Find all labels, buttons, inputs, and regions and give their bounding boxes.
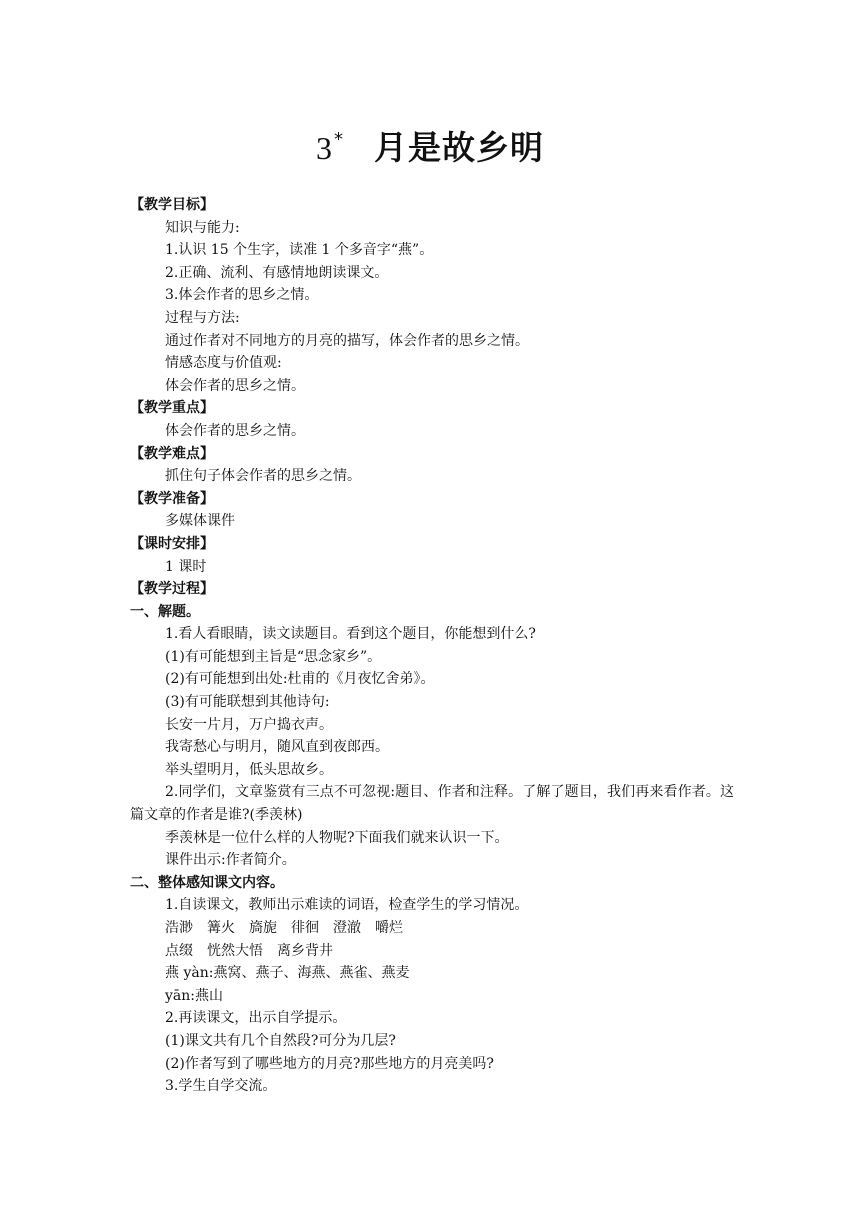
lesson-title: 月是故乡明 [374, 128, 544, 167]
paragraph: 2.同学们，文章鉴赏有三点不可忽视:题目、作者和注释。了解了题目，我们再来看作者。这篇文章的作者是谁?(季羡林) [130, 784, 734, 824]
lesson-number: 3 [316, 130, 333, 166]
goal-item: 2.正确、流利、有感情地朗读课文。 [165, 264, 389, 281]
subheading-attitude: 情感态度与价值观: [165, 355, 282, 372]
goal-item: 通过作者对不同地方的月亮的描写，体会作者的思乡之情。 [165, 332, 529, 349]
paragraph: 3.学生自学交流。 [165, 1078, 277, 1095]
paragraph: (1)课文共有几个自然段?可分为几层? [165, 1032, 396, 1049]
paragraph: 课件出示:作者简介。 [165, 852, 296, 869]
section-heading-process: 【教学过程】 [130, 581, 214, 598]
subheading-process: 过程与方法: [165, 309, 240, 326]
paragraph: 1.自读课文，教师出示难读的词语，检查学生的学习情况。 [165, 897, 529, 914]
goal-item: 1.认识 15 个生字，读准 1 个多音字“燕”。 [165, 242, 434, 259]
paragraph: 2.再读课文，出示自学提示。 [165, 1010, 347, 1027]
paragraph: 季羡林是一位什么样的人物呢?下面我们就来认识一下。 [165, 829, 509, 846]
paragraph: (2)作者写到了哪些地方的月亮?那些地方的月亮美吗? [165, 1055, 494, 1072]
vocabulary-line: 燕 yàn:燕窝、燕子、海燕、燕雀、燕麦 [165, 965, 410, 982]
subheading-knowledge: 知识与能力: [165, 219, 240, 236]
part-heading-overview: 二、整体感知课文内容。 [130, 874, 284, 891]
poem-line: 举头望明月，低头思故乡。 [165, 761, 333, 778]
section-heading-goals: 【教学目标】 [130, 197, 214, 213]
paragraph: 1.看人看眼睛，读文读题目。看到这个题目，你能想到什么? [165, 626, 536, 643]
paragraph: 1 课时 [165, 558, 207, 575]
goal-item: 3.体会作者的思乡之情。 [165, 287, 319, 304]
page-title [0, 118, 860, 170]
poem-line: 长安一片月，万户捣衣声。 [165, 716, 333, 733]
section-heading-difficulties: 【教学难点】 [130, 445, 214, 462]
lesson-plan-body [130, 194, 734, 1098]
paragraph: (1)有可能想到主旨是“思念家乡”。 [165, 648, 382, 665]
vocabulary-line: 浩渺 篝火 旖旎 徘徊 澄澈 嚼烂 [165, 920, 403, 936]
section-heading-preparation: 【教学准备】 [130, 490, 214, 507]
poem-line: 我寄愁心与明月，随风直到夜郎西。 [165, 739, 389, 756]
section-heading-schedule: 【课时安排】 [130, 535, 214, 552]
paragraph: 体会作者的思乡之情。 [165, 422, 305, 439]
paragraph: 抓住句子体会作者的思乡之情。 [165, 468, 361, 485]
paragraph: (2)有可能想到出处:杜甫的《月夜忆舍弟》。 [165, 671, 435, 688]
vocabulary-line: yān:燕山 [165, 987, 223, 1004]
optional-lesson-mark: * [334, 129, 344, 150]
goal-item: 体会作者的思乡之情。 [165, 377, 305, 394]
paragraph: (3)有可能联想到其他诗句: [165, 694, 330, 711]
vocabulary-line: 点缀 恍然大悟 离乡背井 [165, 942, 333, 959]
section-heading-key-points: 【教学重点】 [130, 400, 214, 417]
paragraph: 多媒体课件 [165, 513, 235, 530]
part-heading-title-analysis: 一、解题。 [130, 603, 200, 620]
